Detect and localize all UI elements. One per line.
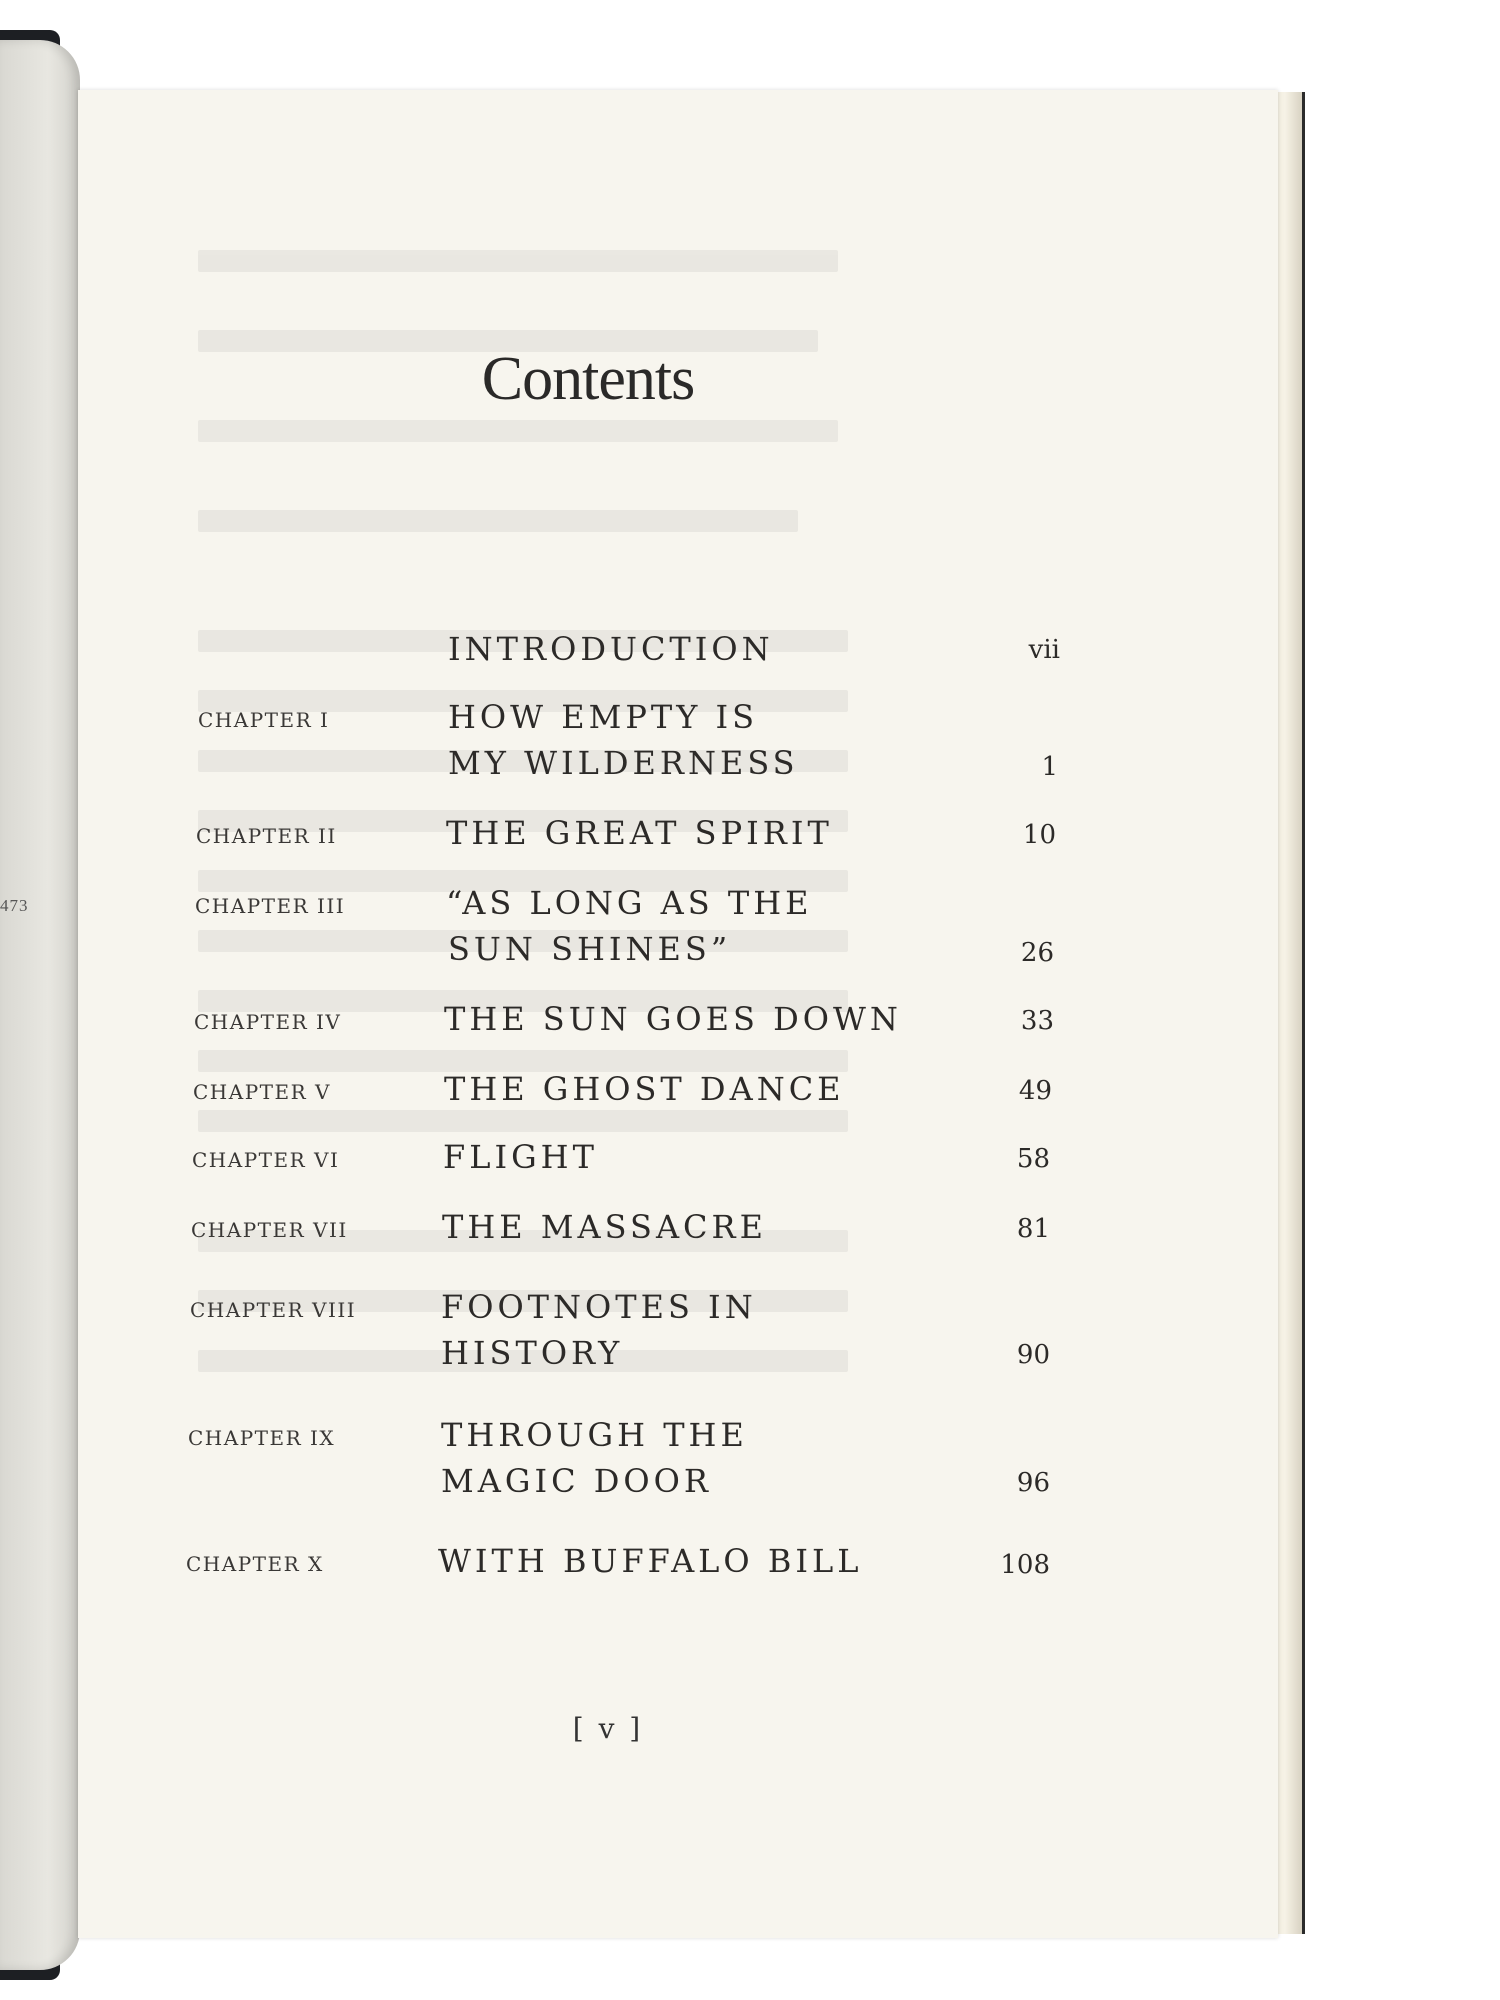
toc-entry-chapter-1-line-1: HOW EMPTY IS [448,698,759,736]
toc-label-chapter-2: CHAPTER II [196,824,337,848]
toc-page-chapter-10: 108 [1000,1550,1050,1580]
toc-entry-chapter-6: FLIGHT [443,1138,598,1176]
toc-label-chapter-8: CHAPTER VIII [190,1298,357,1322]
toc-page-chapter-5: 49 [1018,1076,1052,1106]
toc-page-chapter-2: 10 [1022,820,1056,850]
toc-page-chapter-6: 58 [1016,1144,1050,1174]
toc-entry-chapter-10: WITH BUFFALO BILL [438,1542,863,1580]
page-title: Contents [481,345,695,413]
toc-label-chapter-10: CHAPTER X [186,1552,324,1576]
toc-label-chapter-3: CHAPTER III [195,894,346,918]
facing-page-number: 473 [0,896,29,915]
toc-entry-introduction: INTRODUCTION [448,630,774,668]
toc-entry-chapter-7: THE MASSACRE [442,1208,767,1246]
toc-entry-chapter-9-line-2: MAGIC DOOR [441,1462,712,1500]
toc-label-chapter-1: CHAPTER I [198,708,330,732]
toc-label-chapter-4: CHAPTER IV [194,1010,342,1034]
toc-entry-chapter-8-line-2: HISTORY [441,1334,624,1372]
toc-entry-chapter-8-line-1: FOOTNOTES IN [441,1288,757,1326]
toc-page-chapter-8: 90 [1016,1340,1050,1370]
toc-entry-chapter-2: THE GREAT SPIRIT [446,814,833,852]
toc-entry-chapter-4: THE SUN GOES DOWN [444,1000,902,1038]
toc-page-chapter-3: 26 [1020,938,1054,968]
toc-entry-chapter-3-line-2: SUN SHINES” [448,930,732,968]
toc-entry-chapter-5: THE GHOST DANCE [444,1070,845,1108]
toc-entry-chapter-9-line-1: THROUGH THE [441,1416,748,1454]
toc-label-chapter-7: CHAPTER VII [191,1218,348,1242]
toc-page-chapter-7: 81 [1016,1214,1050,1244]
toc-page-introduction: vii [1028,635,1060,665]
toc-entry-chapter-3-line-1: “AS LONG AS THE [446,884,813,922]
toc-entry-chapter-1-line-2: MY WILDERNESS [448,744,799,782]
toc-page-chapter-4: 33 [1020,1006,1054,1036]
page-folio: [ v ] [572,1712,644,1745]
contents-page [78,90,1278,1938]
toc-label-chapter-6: CHAPTER VI [192,1148,340,1172]
toc-label-chapter-5: CHAPTER V [193,1080,331,1104]
toc-label-chapter-9: CHAPTER IX [188,1426,336,1450]
facing-page [0,40,80,1970]
toc-page-chapter-9: 96 [1016,1468,1050,1498]
toc-page-chapter-1: 1 [1041,752,1058,782]
